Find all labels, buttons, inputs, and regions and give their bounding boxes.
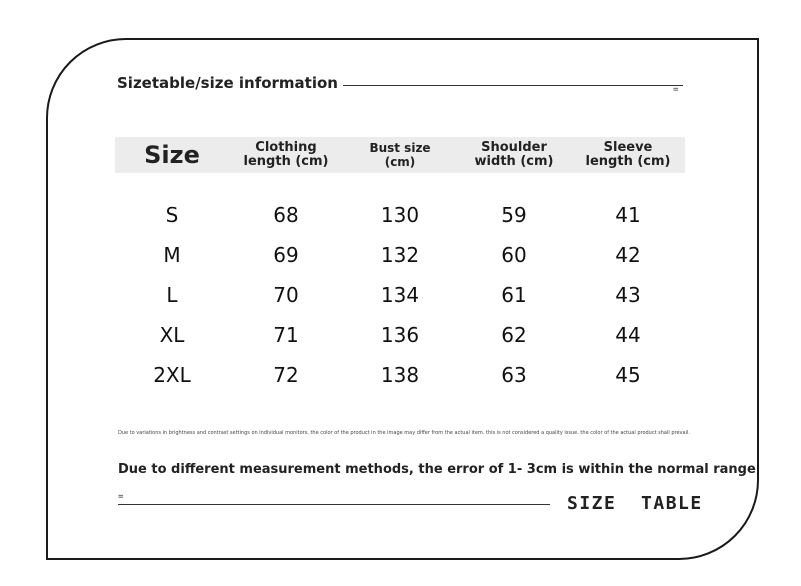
cell-sleeve-length: 45 [615, 363, 641, 387]
cell-shoulder-width: 61 [501, 283, 527, 307]
cell-sleeve-length: 44 [615, 323, 641, 347]
cell-clothing-length: 70 [273, 283, 299, 307]
cell-bust-size: 132 [380, 243, 420, 267]
header-shoulder-width: Shoulder width (cm) [474, 140, 554, 169]
top-divider [343, 85, 683, 86]
cell-shoulder-width: 59 [501, 203, 527, 227]
bottom-divider [118, 504, 550, 505]
cell-size: 2XL [153, 363, 191, 387]
cell-size: L [166, 283, 178, 307]
cell-clothing-length: 72 [273, 363, 299, 387]
cell-bust-size: 130 [380, 203, 420, 227]
header-size: Size [144, 141, 200, 169]
page-title: Sizetable/size information [117, 74, 338, 92]
cell-bust-size: 136 [380, 323, 420, 347]
disclaimer-fine-print: Due to variations in brightness and contrast settings on individual monitors, the color of the product in the image may differ from the actual item. this is not considered a quality issue. the color of the actual product shall prevail. [118, 430, 690, 436]
cell-size: XL [159, 323, 185, 347]
cell-size: M [163, 243, 181, 267]
cell-clothing-length: 71 [273, 323, 299, 347]
cell-sleeve-length: 41 [615, 203, 641, 227]
measurement-note: Due to different measurement methods, the error of 1- 3cm is within the normal range [118, 462, 756, 477]
cell-shoulder-width: 60 [501, 243, 527, 267]
header-bust-size: Bust size (cm) [369, 141, 431, 169]
header-clothing-length: Clothing length (cm) [243, 140, 329, 169]
cell-shoulder-width: 63 [501, 363, 527, 387]
cell-shoulder-width: 62 [501, 323, 527, 347]
footer-label: SIZE TABLE [567, 493, 703, 514]
corner-mark-top: = [673, 85, 679, 95]
cell-bust-size: 138 [380, 363, 420, 387]
cell-size: S [165, 203, 179, 227]
cell-sleeve-length: 42 [615, 243, 641, 267]
cell-bust-size: 134 [380, 283, 420, 307]
cell-clothing-length: 69 [273, 243, 299, 267]
cell-sleeve-length: 43 [615, 283, 641, 307]
corner-mark-bottom: = [118, 492, 124, 502]
header-sleeve-length: Sleeve length (cm) [585, 140, 671, 169]
cell-clothing-length: 68 [273, 203, 299, 227]
